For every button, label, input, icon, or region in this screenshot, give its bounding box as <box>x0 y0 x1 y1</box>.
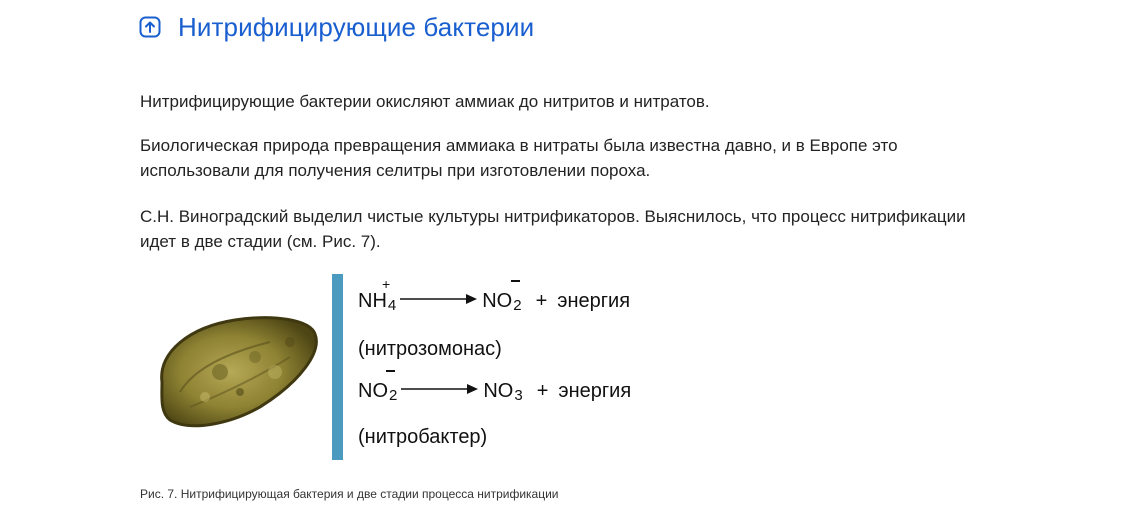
ammonium-formula <box>358 276 397 314</box>
figure-divider-bar <box>332 274 343 460</box>
nitrite-symbol-2: NO <box>358 380 388 402</box>
ammonium-symbol: NH <box>358 290 387 312</box>
nitrite-subscript: 2 <box>513 297 522 314</box>
reaction-stage-1 <box>358 276 631 314</box>
figure-caption: Рис. 7. Нитрифицирующая бактерия и две стадии процесса нитрификации <box>140 487 559 501</box>
plus-sign: + <box>535 290 548 312</box>
nitrate-formula <box>483 380 522 403</box>
organism-nitrosomonas: (нитрозомонас) <box>358 338 502 360</box>
ammonium-subscript: 4 <box>387 297 397 314</box>
paragraph-2: Биологическая природа превращения аммиака в нитраты была известна давно, и в Европе это использовали для получения селитры при изготовлении пороха. <box>140 136 898 180</box>
nitrate-symbol: NO <box>483 380 514 402</box>
organism-nitrobacter: (нитробактер) <box>358 426 488 448</box>
energy-label: энергия <box>557 290 631 312</box>
nitrite-symbol: NO <box>482 290 513 312</box>
section-heading[interactable] <box>138 10 534 44</box>
nitrite-formula-2 <box>358 380 397 403</box>
arrow-right-icon <box>400 293 478 305</box>
figure-nitrification <box>140 272 656 462</box>
nitrite-charge-2 <box>386 370 395 372</box>
paragraph-3: С.Н. Виноградский выделил чистые культуры нитрификаторов. Выяснилось, что процесс нитрификации идет в две стадии (см. Рис. 7). <box>140 207 966 251</box>
energy-label: энергия <box>558 380 632 402</box>
arrow-up-square-icon[interactable] <box>138 15 162 39</box>
nitrate-subscript: 3 <box>514 387 523 404</box>
section-title: Нитрифицирующие бактерии <box>178 11 535 42</box>
bacterium-image <box>140 272 330 462</box>
ammonium-charge: + <box>382 276 391 292</box>
reaction-stage-2 <box>358 380 631 403</box>
arrow-right-icon <box>401 383 479 395</box>
plus-sign: + <box>536 380 549 402</box>
nitrite-formula <box>482 290 521 313</box>
nitrite-subscript-2: 2 <box>389 387 398 404</box>
paragraph-1: Нитрифицирующие бактерии окисляют аммиак до нитритов и нитратов. <box>140 92 710 111</box>
nitrite-charge <box>511 280 520 282</box>
